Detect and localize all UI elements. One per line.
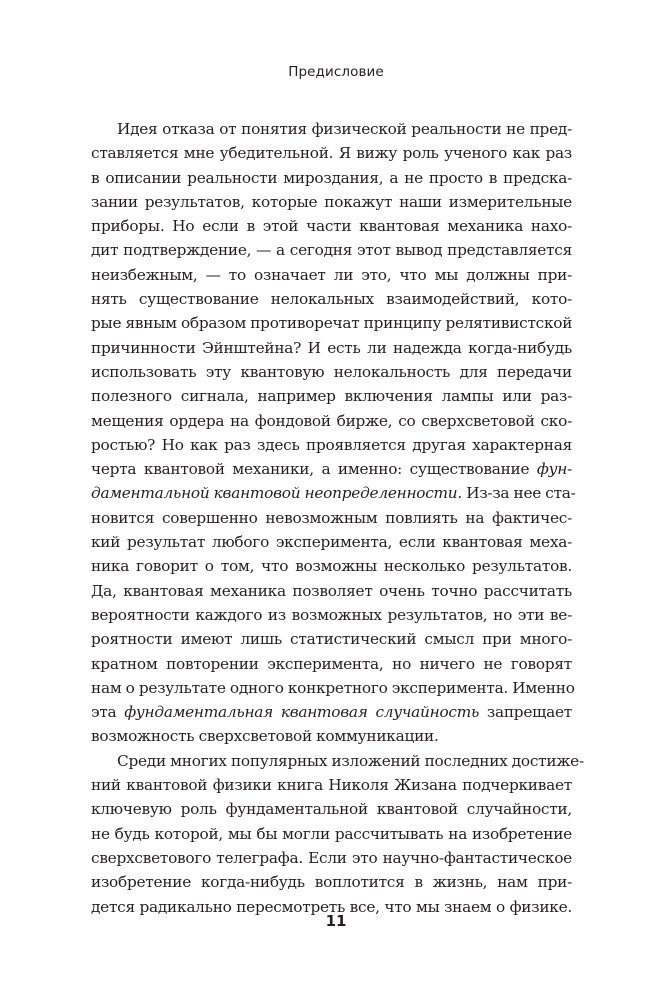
text-line: использовать эту квантовую нелокальность для передачи bbox=[91, 362, 572, 381]
text-run: эта bbox=[91, 703, 125, 722]
text-line: Да, квантовая механика позволяет очень точно рассчитать bbox=[91, 581, 572, 600]
text-line: в описании реальности мироздания, а не просто в предска- bbox=[91, 168, 572, 187]
text-line: дит подтверждение, — а сегодня этот вывод представляется bbox=[91, 241, 572, 260]
text-line: приборы. Но если в этой части квантовая механика нахо- bbox=[91, 217, 572, 236]
text-line: изобретение когда-нибудь воплотится в жизнь, нам при- bbox=[91, 873, 572, 892]
text-line: возможность сверхсветовой коммуникации. bbox=[91, 727, 439, 746]
text-run: запрещает bbox=[479, 703, 572, 722]
text-line: ний квантовой физики книга Николя Жизана подчеркивает bbox=[91, 776, 572, 795]
text-line: кий результат любого эксперимента, если квантовая меха- bbox=[91, 533, 572, 552]
text-run: . Из-за нее ста- bbox=[457, 484, 576, 503]
running-head-title: Предисловие bbox=[288, 64, 384, 80]
text-run: черта квантовой механики, а именно: существование bbox=[91, 460, 537, 479]
text-line: полезного сигнала, например включения лампы или раз- bbox=[91, 387, 572, 406]
text-line: роятности имеют лишь статистический смысл при много- bbox=[91, 630, 572, 649]
text-line: вероятности каждого из возможных результатов, но эти ве- bbox=[91, 605, 572, 624]
text-line: ключевую роль фундаментальной квантовой случайности, bbox=[91, 800, 572, 819]
emphasis-run: фундаментальная квантовая случайность bbox=[124, 703, 480, 722]
emphasis-run: даментальной квантовой неопределенности bbox=[91, 484, 458, 503]
page-number: 11 bbox=[325, 912, 347, 930]
text-line bbox=[91, 700, 572, 724]
text-line: неизбежным, — то означает ли это, что мы должны при- bbox=[91, 265, 572, 284]
text-line: ника говорит о том, что возможны несколько результатов. bbox=[91, 557, 572, 576]
text-line: зании результатов, которые покажут наши измерительные bbox=[91, 192, 572, 211]
text-line: новится совершенно невозможным повлиять на фактичес- bbox=[91, 508, 572, 527]
text-line: причинности Эйнштейна? И есть ли надежда когда-нибудь bbox=[91, 338, 572, 357]
text-line: Идея отказа от понятия физической реальности не пред- bbox=[117, 120, 572, 138]
text-line: ставляется мне убедительной. Я вижу роль ученого как раз bbox=[91, 144, 572, 163]
text-line: кратном повторении эксперимента, но ничего не говорят bbox=[91, 654, 572, 673]
body-text bbox=[91, 117, 584, 919]
text-line: Среди многих популярных изложений последних достиже- bbox=[117, 751, 584, 770]
text-line: ростью? Но как раз здесь проявляется другая характерная bbox=[91, 435, 572, 454]
text-line: рые явным образом противоречат принципу релятивистской bbox=[91, 314, 573, 333]
text-line: сверхсветового телеграфа. Если это научно-фантастическое bbox=[91, 848, 572, 867]
text-line: мещения ордера на фондовой бирже, со сверхсветовой ско- bbox=[91, 411, 572, 430]
text-line bbox=[91, 457, 572, 481]
text-line bbox=[91, 481, 576, 505]
text-line: нам о результате одного конкретного эксперимента. Именно bbox=[91, 678, 575, 697]
text-line: нять существование нелокальных взаимодействий, кото- bbox=[91, 290, 572, 309]
text-line: дется радикально пересмотреть все, что мы знаем о физике. bbox=[91, 897, 572, 916]
emphasis-run: фун- bbox=[536, 460, 572, 479]
text-line: не будь которой, мы бы могли рассчитывать на изобретение bbox=[91, 824, 572, 843]
